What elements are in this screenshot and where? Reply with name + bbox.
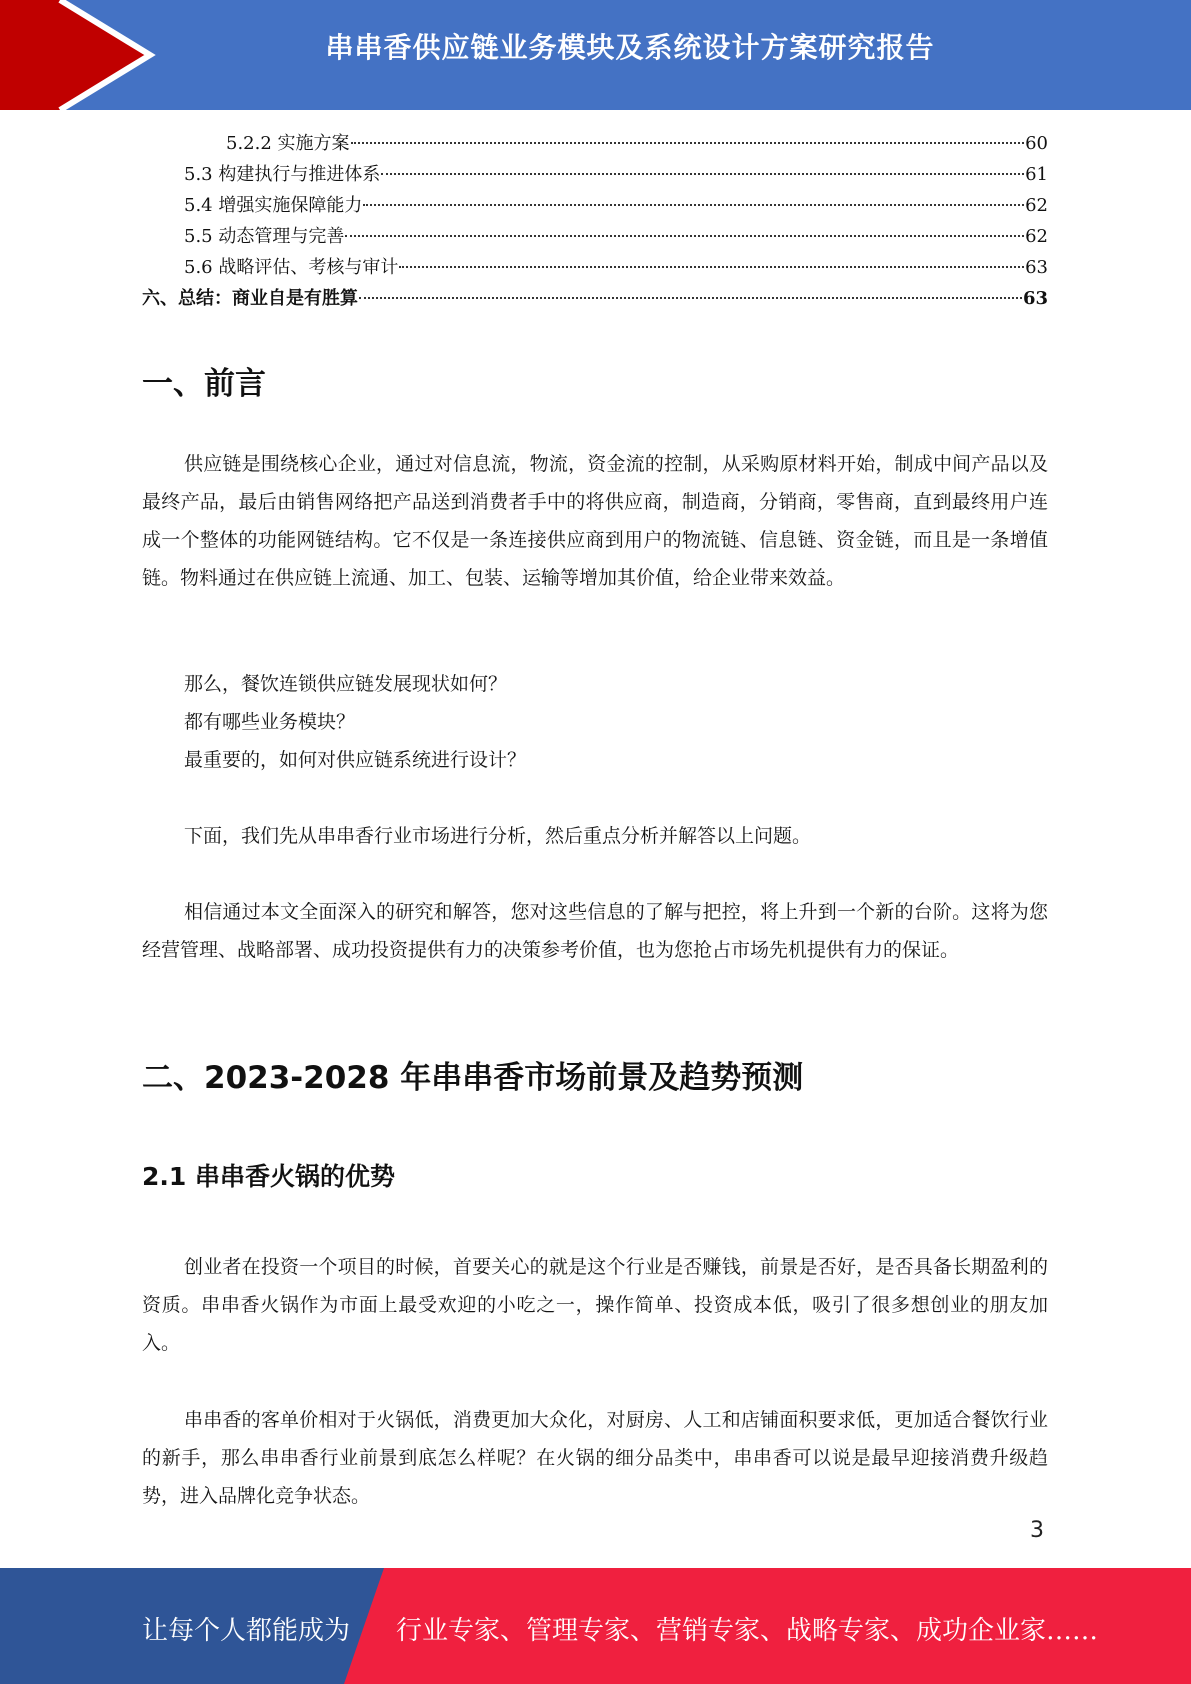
subsection-heading-advantages: 2.1 串串香火锅的优势 [142, 1162, 395, 1191]
section-heading-preface: 一、前言 [142, 366, 266, 402]
paragraph-analysis-intro: 下面，我们先从串串香行业市场进行分析，然后重点分析并解答以上问题。 [184, 825, 812, 847]
toc-entry-page: 63 [1025, 257, 1048, 278]
toc-entry-page: 60 [1025, 133, 1048, 154]
toc-dot-leader [351, 142, 1025, 144]
header-red-chevron [0, 0, 150, 110]
toc-dot-leader [363, 204, 1024, 206]
paragraph-price-and-trend: 串串香的客单价相对于火锅低，消费更加大众化，对厨房、人工和店铺面积要求低，更加适合餐饮行业的新手，那么串串香行业前景到底怎么样呢？在火锅的细分品类中，串串香可以说是最早迎接消费升级趋势，进入品牌化竞争状态。 [142, 1409, 1048, 1507]
question-1: 那么，餐饮连锁供应链发展现状如何？ [184, 673, 508, 695]
report-title: 串串香供应链业务模块及系统设计方案研究报告 [325, 31, 935, 64]
page-number: 3 [1030, 1518, 1044, 1543]
question-2: 都有哪些业务模块？ [184, 711, 356, 733]
toc-entry-page: 62 [1025, 226, 1048, 247]
toc-entry-label: 5.6 战略评估、考核与审计 [184, 257, 399, 278]
toc-entry-label: 5.5 动态管理与完善 [184, 226, 345, 247]
paragraph-research-value: 相信通过本文全面深入的研究和解答，您对这些信息的了解与把控，将上升到一个新的台阶。这将为您经营管理、战略部署、成功投资提供有力的决策参考价值，也为您抢占市场先机提供有力的保证。 [142, 901, 1048, 961]
toc-entry-page: 62 [1025, 195, 1048, 216]
toc-entry[interactable] [142, 190, 1048, 221]
paragraph-investor-concerns: 创业者在投资一个项目的时候，首要关心的就是这个行业是否赚钱，前景是否好，是否具备长期盈利的资质。串串香火锅作为市面上最受欢迎的小吃之一，操作简单、投资成本低，吸引了很多想创业的朋友加入。 [142, 1256, 1048, 1354]
toc-dot-leader [399, 266, 1024, 268]
question-3: 最重要的，如何对供应链系统进行设计？ [184, 749, 527, 771]
report-footer [0, 1568, 1191, 1684]
toc-entry-label: 5.3 构建执行与推进体系 [184, 164, 381, 185]
toc-entry[interactable] [142, 128, 1048, 159]
toc-entry-page: 61 [1025, 164, 1048, 185]
toc-entry-label: 5.4 增强实施保障能力 [184, 195, 363, 216]
toc-dot-leader [381, 173, 1024, 175]
section-heading-market-outlook: 二、2023-2028 年串串香市场前景及趋势预测 [142, 1060, 804, 1096]
toc-entry-page: 63 [1022, 288, 1048, 309]
paragraph-supply-chain-definition: 供应链是围绕核心企业，通过对信息流，物流，资金流的控制，从采购原材料开始，制成中间产品以及最终产品，最后由销售网络把产品送到消费者手中的将供应商，制造商，分销商，零售商，直到最终用户连成一个整体的功能网链结构。它不仅是一条连接供应商到用户的物流链、信息链、资金链，而且是一条增值链。物料通过在供应链上流通、加工、包装、运输等增加其价值，给企业带来效益。 [142, 453, 1048, 589]
toc-dot-leader [359, 297, 1022, 299]
footer-slogan-left: 让每个人都能成为 [142, 1616, 351, 1646]
toc-entry[interactable] [142, 252, 1048, 283]
report-header [0, 0, 1191, 110]
toc-entry-label: 5.2.2 实施方案 [226, 133, 350, 154]
toc-dot-leader [345, 235, 1024, 237]
footer-slogan-right: 行业专家、管理专家、营销专家、战略专家、成功企业家…… [396, 1616, 1099, 1646]
toc-entry[interactable] [142, 283, 1048, 314]
toc-entry-label: 六、总结：商业自是有胜算 [142, 288, 358, 309]
toc-entry[interactable] [142, 221, 1048, 252]
table-of-contents [142, 128, 1048, 314]
toc-entry[interactable] [142, 159, 1048, 190]
